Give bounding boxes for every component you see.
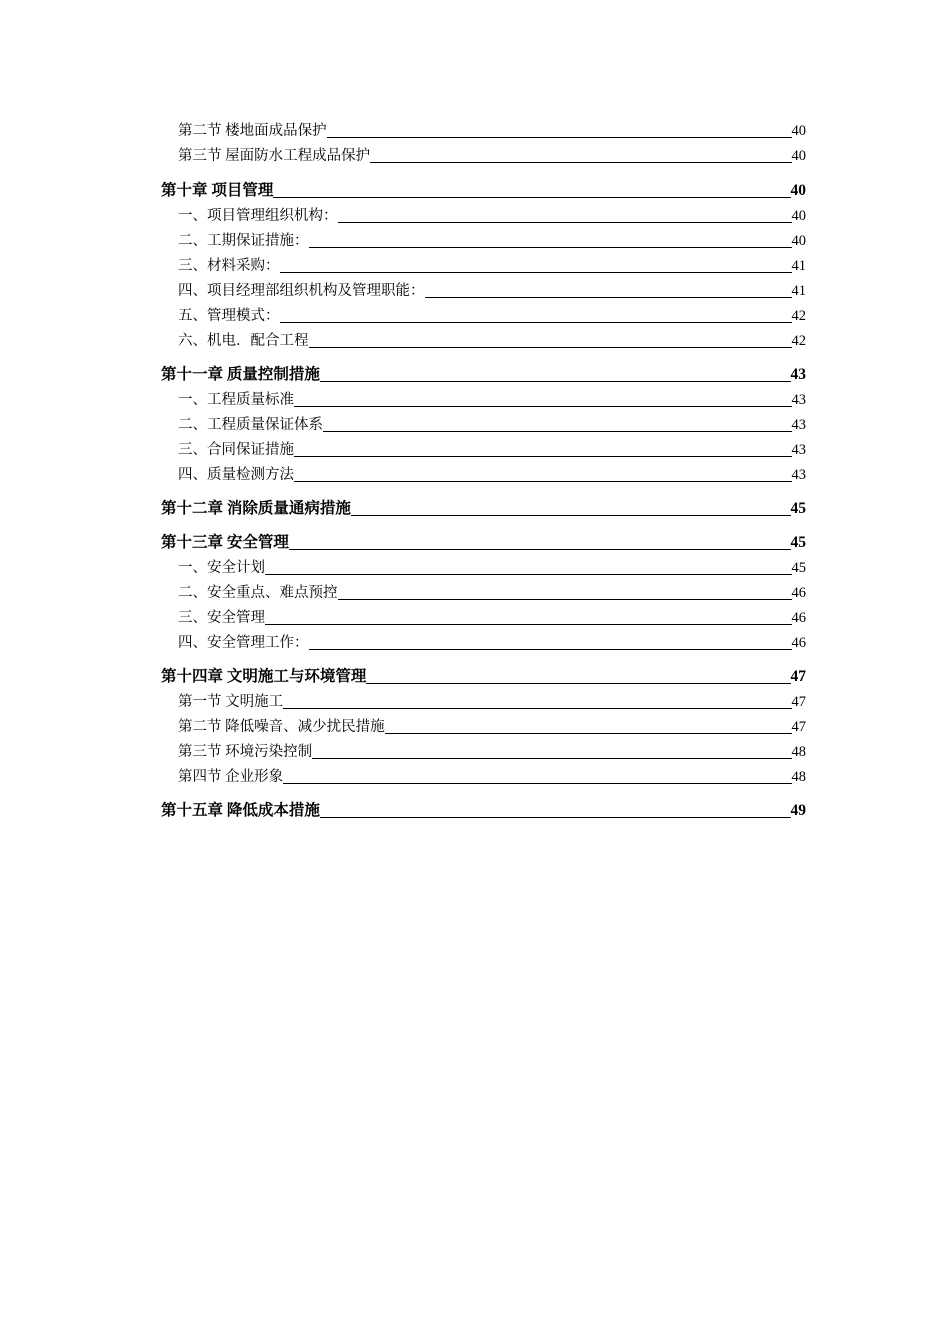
toc-page-number: 49 — [790, 802, 806, 819]
table-of-contents — [161, 117, 806, 822]
toc-entry-title: 第一节 文明施工 — [178, 694, 284, 710]
toc-page-number: 43 — [791, 442, 806, 458]
toc-page-number: 48 — [791, 744, 806, 760]
toc-entry-section[interactable] — [161, 461, 806, 486]
toc-leader-line — [366, 682, 790, 684]
toc-leader-line — [283, 707, 791, 709]
toc-leader-line — [289, 548, 791, 550]
toc-entry-title: 二、工期保证措施： — [178, 233, 309, 249]
toc-leader-line — [338, 221, 792, 223]
toc-leader-line — [323, 430, 792, 432]
toc-page-number: 43 — [791, 467, 806, 483]
toc-entry-title: 第三节 环境污染控制 — [178, 744, 313, 760]
toc-chapter-title: 第十四章 文明施工与环境管理 — [161, 668, 367, 685]
toc-chapter-title: 第十一章 质量控制措施 — [161, 366, 320, 383]
toc-entry-title: 四、安全管理工作： — [178, 635, 309, 651]
toc-entry-section[interactable] — [161, 117, 806, 142]
toc-leader-line — [425, 296, 792, 298]
toc-page-number: 47 — [790, 668, 806, 685]
toc-entry-section[interactable] — [161, 411, 806, 436]
toc-entry-title: 五、管理模式： — [178, 308, 280, 324]
toc-entry-section[interactable] — [161, 629, 806, 654]
toc-chapter-title: 第十三章 安全管理 — [161, 534, 289, 551]
toc-entry-title: 第三节 屋面防水工程成品保护 — [178, 148, 371, 164]
toc-entry-section[interactable] — [161, 554, 806, 579]
toc-entry-title: 六、机电．配合工程 — [178, 333, 309, 349]
toc-entry-title: 第二节 楼地面成品保护 — [178, 123, 327, 139]
toc-entry-section[interactable] — [161, 386, 806, 411]
toc-leader-line — [265, 623, 792, 625]
toc-leader-line — [338, 598, 792, 600]
toc-leader-line — [283, 782, 791, 784]
toc-page-number: 47 — [791, 694, 806, 710]
toc-page-number: 46 — [791, 585, 806, 601]
toc-entry-title: 一、安全计划 — [178, 560, 265, 576]
toc-chapter-title: 第十二章 消除质量通病措施 — [161, 500, 351, 517]
toc-entry-section[interactable] — [161, 277, 806, 302]
toc-leader-line — [309, 246, 792, 248]
toc-entry-title: 一、项目管理组织机构： — [178, 208, 338, 224]
toc-page-number: 46 — [791, 610, 806, 626]
toc-leader-line — [385, 732, 792, 734]
toc-chapter-title: 第十章 项目管理 — [161, 182, 274, 199]
toc-page-number: 48 — [791, 769, 806, 785]
toc-leader-line — [280, 321, 792, 323]
toc-entry-section[interactable] — [161, 142, 806, 167]
toc-entry-section[interactable] — [161, 227, 806, 252]
toc-entry-title: 三、安全管理 — [178, 610, 265, 626]
toc-entry-title: 四、项目经理部组织机构及管理职能： — [178, 283, 425, 299]
toc-leader-line — [320, 816, 791, 818]
toc-entry-title: 二、安全重点、难点预控 — [178, 585, 338, 601]
toc-entry-title: 一、工程质量标准 — [178, 392, 294, 408]
toc-page-number: 42 — [791, 333, 806, 349]
toc-entry-title: 四、质量检测方法 — [178, 467, 294, 483]
toc-page-number: 40 — [791, 233, 806, 249]
toc-entry-section[interactable] — [161, 302, 806, 327]
toc-leader-line — [294, 405, 792, 407]
toc-leader-line — [309, 346, 792, 348]
toc-leader-line — [351, 514, 791, 516]
toc-leader-line — [265, 573, 792, 575]
toc-page-number: 40 — [791, 123, 806, 139]
toc-leader-line — [320, 380, 791, 382]
toc-page-number: 40 — [791, 208, 806, 224]
toc-leader-line — [280, 271, 792, 273]
toc-entry-section[interactable] — [161, 202, 806, 227]
toc-page-number: 40 — [791, 148, 806, 164]
toc-entry-title: 二、工程质量保证体系 — [178, 417, 323, 433]
toc-page-number: 41 — [791, 283, 806, 299]
toc-leader-line — [294, 480, 792, 482]
toc-entry-chapter[interactable] — [161, 529, 806, 554]
toc-leader-line — [309, 648, 792, 650]
toc-entry-section[interactable] — [161, 763, 806, 788]
toc-page-number: 41 — [791, 258, 806, 274]
toc-page-number: 43 — [791, 417, 806, 433]
toc-entry-chapter[interactable] — [161, 361, 806, 386]
toc-page-number: 43 — [791, 392, 806, 408]
toc-entry-section[interactable] — [161, 688, 806, 713]
toc-entry-title: 第四节 企业形象 — [178, 769, 284, 785]
toc-page-number: 47 — [791, 719, 806, 735]
toc-leader-line — [273, 196, 790, 198]
toc-leader-line — [327, 136, 792, 138]
toc-entry-section[interactable] — [161, 327, 806, 352]
toc-entry-title: 三、合同保证措施 — [178, 442, 294, 458]
toc-page-number: 45 — [790, 500, 806, 517]
toc-entry-section[interactable] — [161, 252, 806, 277]
toc-entry-chapter[interactable] — [161, 177, 806, 202]
toc-entry-chapter[interactable] — [161, 797, 806, 822]
toc-page-number: 40 — [790, 182, 806, 199]
toc-entry-chapter[interactable] — [161, 495, 806, 520]
toc-leader-line — [370, 161, 791, 163]
toc-entry-title: 第二节 降低噪音、减少扰民措施 — [178, 719, 385, 735]
toc-entry-section[interactable] — [161, 436, 806, 461]
toc-entry-chapter[interactable] — [161, 663, 806, 688]
toc-page-number: 46 — [791, 635, 806, 651]
toc-page-number: 45 — [791, 560, 806, 576]
toc-page-number: 45 — [790, 534, 806, 551]
toc-entry-section[interactable] — [161, 738, 806, 763]
toc-leader-line — [312, 757, 791, 759]
toc-entry-section[interactable] — [161, 604, 806, 629]
toc-entry-section[interactable] — [161, 579, 806, 604]
toc-chapter-title: 第十五章 降低成本措施 — [161, 802, 320, 819]
toc-leader-line — [294, 455, 792, 457]
toc-entry-title: 三、材料采购： — [178, 258, 280, 274]
toc-page-number: 42 — [791, 308, 806, 324]
toc-entry-section[interactable] — [161, 713, 806, 738]
toc-page-number: 43 — [790, 366, 806, 383]
